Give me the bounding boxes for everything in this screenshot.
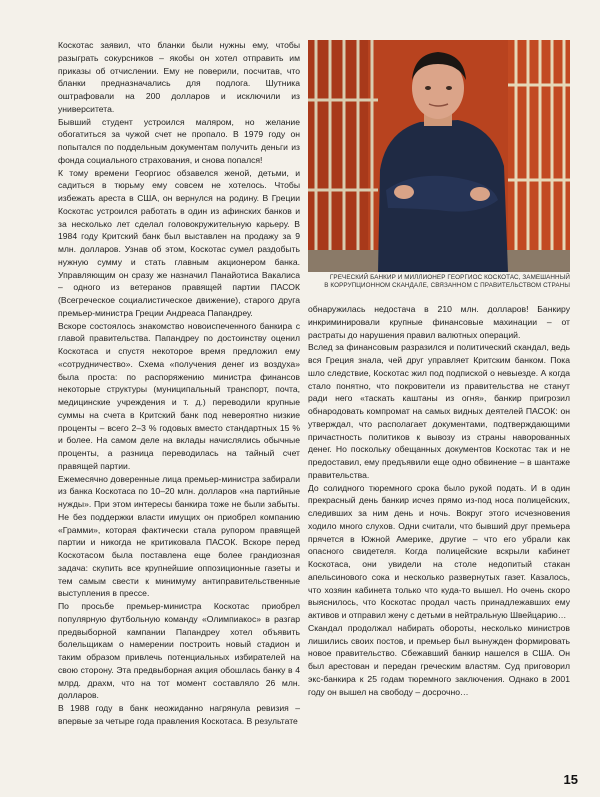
page-number: 15 — [563, 772, 578, 787]
banker-portrait-photo — [308, 40, 570, 272]
right-paragraph-2: Вслед за финансовым разразился и политический скандал, ведь вся Греция знала, чей друг управляет Критским банком. Пока шло следствие, Коскотас жил под подпиской о невыезде. А когда стало понятно, что покровители из правительства не станут ради него «таскать каштаны из огня», банкир пригрозил обнародовать компромат на самых видных деятелей ПАСОК: он утверждал, что располагает документами, подтверждающими причастность политиков к вывозу из страны наворованных денег. Но поскольку обещанных документов Коскотас так и не предоставил, ему предъявили еще одно обвинение – в шантаже правительства. — [308, 342, 570, 480]
left-paragraph-1: Коскотас заявил, что бланки были нужны ему, чтобы разыграть сокурсников – якобы он хотел отправить им приказы об отчислении. Ему не поверили, посчитав, что бланки предназначались для подлога. Шутника оштрафовали на 200 долларов и исключили из университета. — [58, 40, 300, 114]
left-paragraph-6: По просьбе премьер-министра Коскотас приобрел популярную футбольную команду «Олимпиакос» в разгар предвыборной кампании Папандреу хотел объявить болельщикам о намерении построить новый стадион и таким образом привлечь потенциальных избирателей на свою сторону. Эта предвыборная акция обошлась банку в 4 млрд. драхм, что на тот момент составляло 26 млн. долларов. — [58, 601, 300, 701]
left-paragraph-2: Бывший студент устроился маляром, но желание обогатиться за чужой счет не пропало. В 1979 году он попытался по поддельным документам получить деньги из фонда социального страхования, и снова попался! — [58, 116, 300, 165]
right-paragraph-4: Скандал продолжал набирать обороты, несколько министров лишились своих постов, и премьер был вынужден формировать новое правительство. Сбежавший банкир нашелся в США. Он был арестован и передан греческим властям. Суд приговорил экс-банкира к 25 годам тюремного заключения. Однако в 2001 году он вышел на свободу – досрочно… — [308, 622, 570, 697]
right-text-column — [308, 303, 570, 698]
photo-caption-line-1: ГРЕЧЕСКИЙ БАНКИР И МИЛЛИОНЕР ГЕОРГИОС КОСКОТАС, ЗАМЕШАННЫЙ — [329, 274, 570, 281]
left-text-column — [58, 39, 300, 728]
photo-caption-line-2: В КОРРУПЦИОННОМ СКАНДАЛЕ, СВЯЗАННОМ С ПРАВИТЕЛЬСТВОМ СТРАНЫ — [324, 282, 570, 289]
left-paragraph-3: К тому времени Георгиос обзавелся женой, детьми, и садиться в тюрьму ему совсем не хотелось. Чтобы избежать ареста в США, он вернулся на родину. В Греции Коскотас устроился работать в один из афинских банков и за несколько лет сделал головокружительную карьеру. В 1984 году Критский банк был выставлен на продажу за 9 млн. долларов. Узнав об этом, Коскотас сумел раздобыть нужную сумму и стать главным акционером банка. Управляющим он сразу же назначил Панайотиса Вакалиса – одного из ветеранов правящей партии ПАСОК (Всегреческое социалистическое движение), старого друга премьер-министра Греции Андреаса Папандреу. — [58, 167, 300, 318]
left-paragraph-7: В 1988 году в банк неожиданно нагрянула ревизия – впервые за четыре года правления Коскотаса. В результате — [58, 703, 300, 726]
left-paragraph-4: Вскоре состоялось знакомство новоиспеченного банкира с главой правительства. Папандреу по достоинству оценил Коскотаса и спустя некоторое время предложил ему «сотрудничество». Схема «получения денег из воздуха» была проста: по распоряжению министра финансов некоторые структуры (муниципальный транспорт, почта, медицинские учреждения и т. д.) переводили крупные суммы на счета в Критский банк под невероятно низкие проценты – всего 2–3 % годовых вместо стандартных 15 % и более. На самом деле на вклады начислялись обычные проценты, а разница переводилась на тайный счет правящей партии. — [58, 320, 300, 471]
photo-caption — [306, 274, 570, 290]
left-paragraph-5: Ежемесячно доверенные лица премьер-министра забирали из банка Коскотаса по 10–20 млн. долларов «на партийные нужды». При этом интересы банкира тоже не были забыты. Не без поддержки власти имущих он приобрел компанию «Грамми», которая фактически стала рупором правящей партии и никогда не критиковала ПАСОК. Вскоре перед Коскотасом была поставлена еще более грандиозная задача: скупить все крупнейшие оппозиционные газеты и тем самым свести к минимуму антиправительственные выступления в прессе. — [58, 473, 300, 599]
right-paragraph-3: До солидного тюремного срока было рукой подать. И в один прекрасный день банкир исчез прямо из-под носа полицейских, следивших за ним день и ночь. Вокруг этого исчезновения ходило много слухов. Одни считали, что бывший друг премьера прячется в Южной Америке, другие – что его убрали как опасного свидетеля. Когда полицейские вскрыли кабинет Коскотаса, они увидели на столе недопитый стакан апельсинового сока и несколько развернутых газет. Казалось, что хозяин кабинета только что куда-то вышел. Но очень скоро выяснилось, что Коскотас продал часть принадлежавших ему активов и отправил жену с детьми в нейтральную Швейцарию… — [308, 482, 570, 620]
right-paragraph-1: обнаружилась недостача в 210 млн. долларов! Банкиру инкриминировали крупные финансовые махинации – от растраты до нарушения правил валютных операций. — [308, 304, 570, 340]
